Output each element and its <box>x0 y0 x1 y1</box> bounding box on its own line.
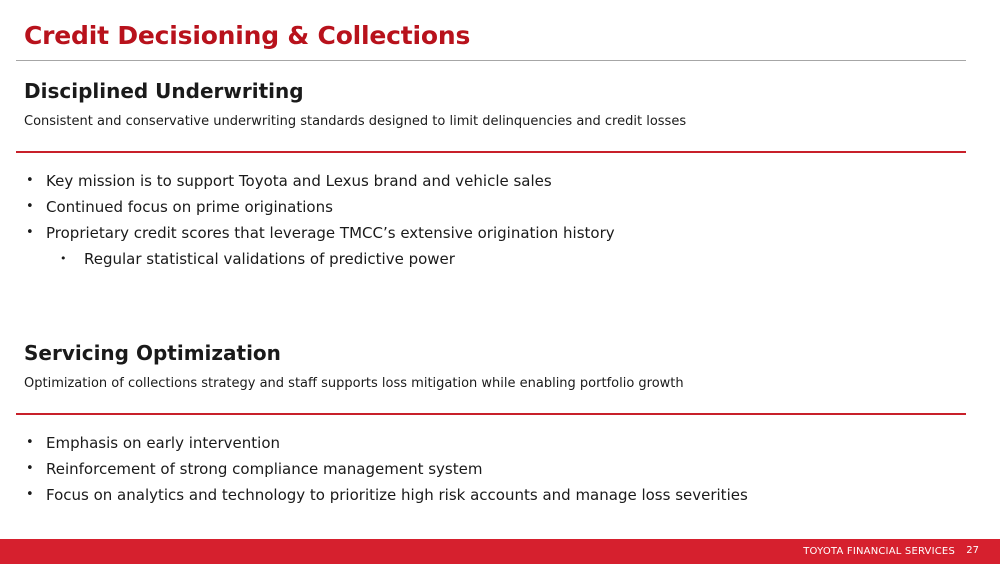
bullet-dot: • <box>26 173 34 188</box>
bullet-text: Key mission is to support Toyota and Lexus brand and vehicle sales <box>46 172 552 190</box>
bullet-list-underwriting <box>24 168 615 272</box>
bullet-text: Regular statistical validations of predictive power <box>84 250 455 268</box>
bullet-text: Emphasis on early intervention <box>46 434 281 452</box>
bullet-item <box>24 456 748 482</box>
bullet-item <box>24 220 615 246</box>
bullet-item <box>24 194 615 220</box>
bullet-text: Reinforcement of strong compliance management system <box>46 460 483 478</box>
bullet-text: Continued focus on prime originations <box>46 198 333 216</box>
bullet-dot: • <box>60 252 67 265</box>
bullet-list-servicing <box>24 430 748 508</box>
section-subheading-underwriting: Consistent and conservative underwriting standards designed to limit delinquencies and credit losses <box>24 114 687 129</box>
title-divider <box>16 60 966 61</box>
section-heading-underwriting: Disciplined Underwriting <box>24 79 304 103</box>
bullet-item <box>24 482 748 508</box>
section-divider-servicing <box>16 413 966 415</box>
bullet-dot: • <box>26 225 34 240</box>
section-subheading-servicing: Optimization of collections strategy and staff supports loss mitigation while enabling portfolio growth <box>24 376 684 391</box>
bullet-dot: • <box>26 461 34 476</box>
bullet-text: Proprietary credit scores that leverage TMCC’s extensive origination history <box>46 224 615 242</box>
footer-company-name: TOYOTA FINANCIAL SERVICES <box>803 546 955 557</box>
page-number: 27 <box>966 545 979 556</box>
bullet-dot: • <box>26 435 34 450</box>
bullet-text: Focus on analytics and technology to prioritize high risk accounts and manage loss severities <box>46 486 748 504</box>
footer-bar <box>0 539 1000 564</box>
section-divider-underwriting <box>16 151 966 153</box>
bullet-item <box>24 168 615 194</box>
bullet-dot: • <box>26 199 34 214</box>
bullet-item <box>24 430 748 456</box>
sub-bullet-item <box>24 246 615 272</box>
slide-title: Credit Decisioning & Collections <box>24 21 471 50</box>
section-heading-servicing: Servicing Optimization <box>24 341 281 365</box>
bullet-dot: • <box>26 487 34 502</box>
